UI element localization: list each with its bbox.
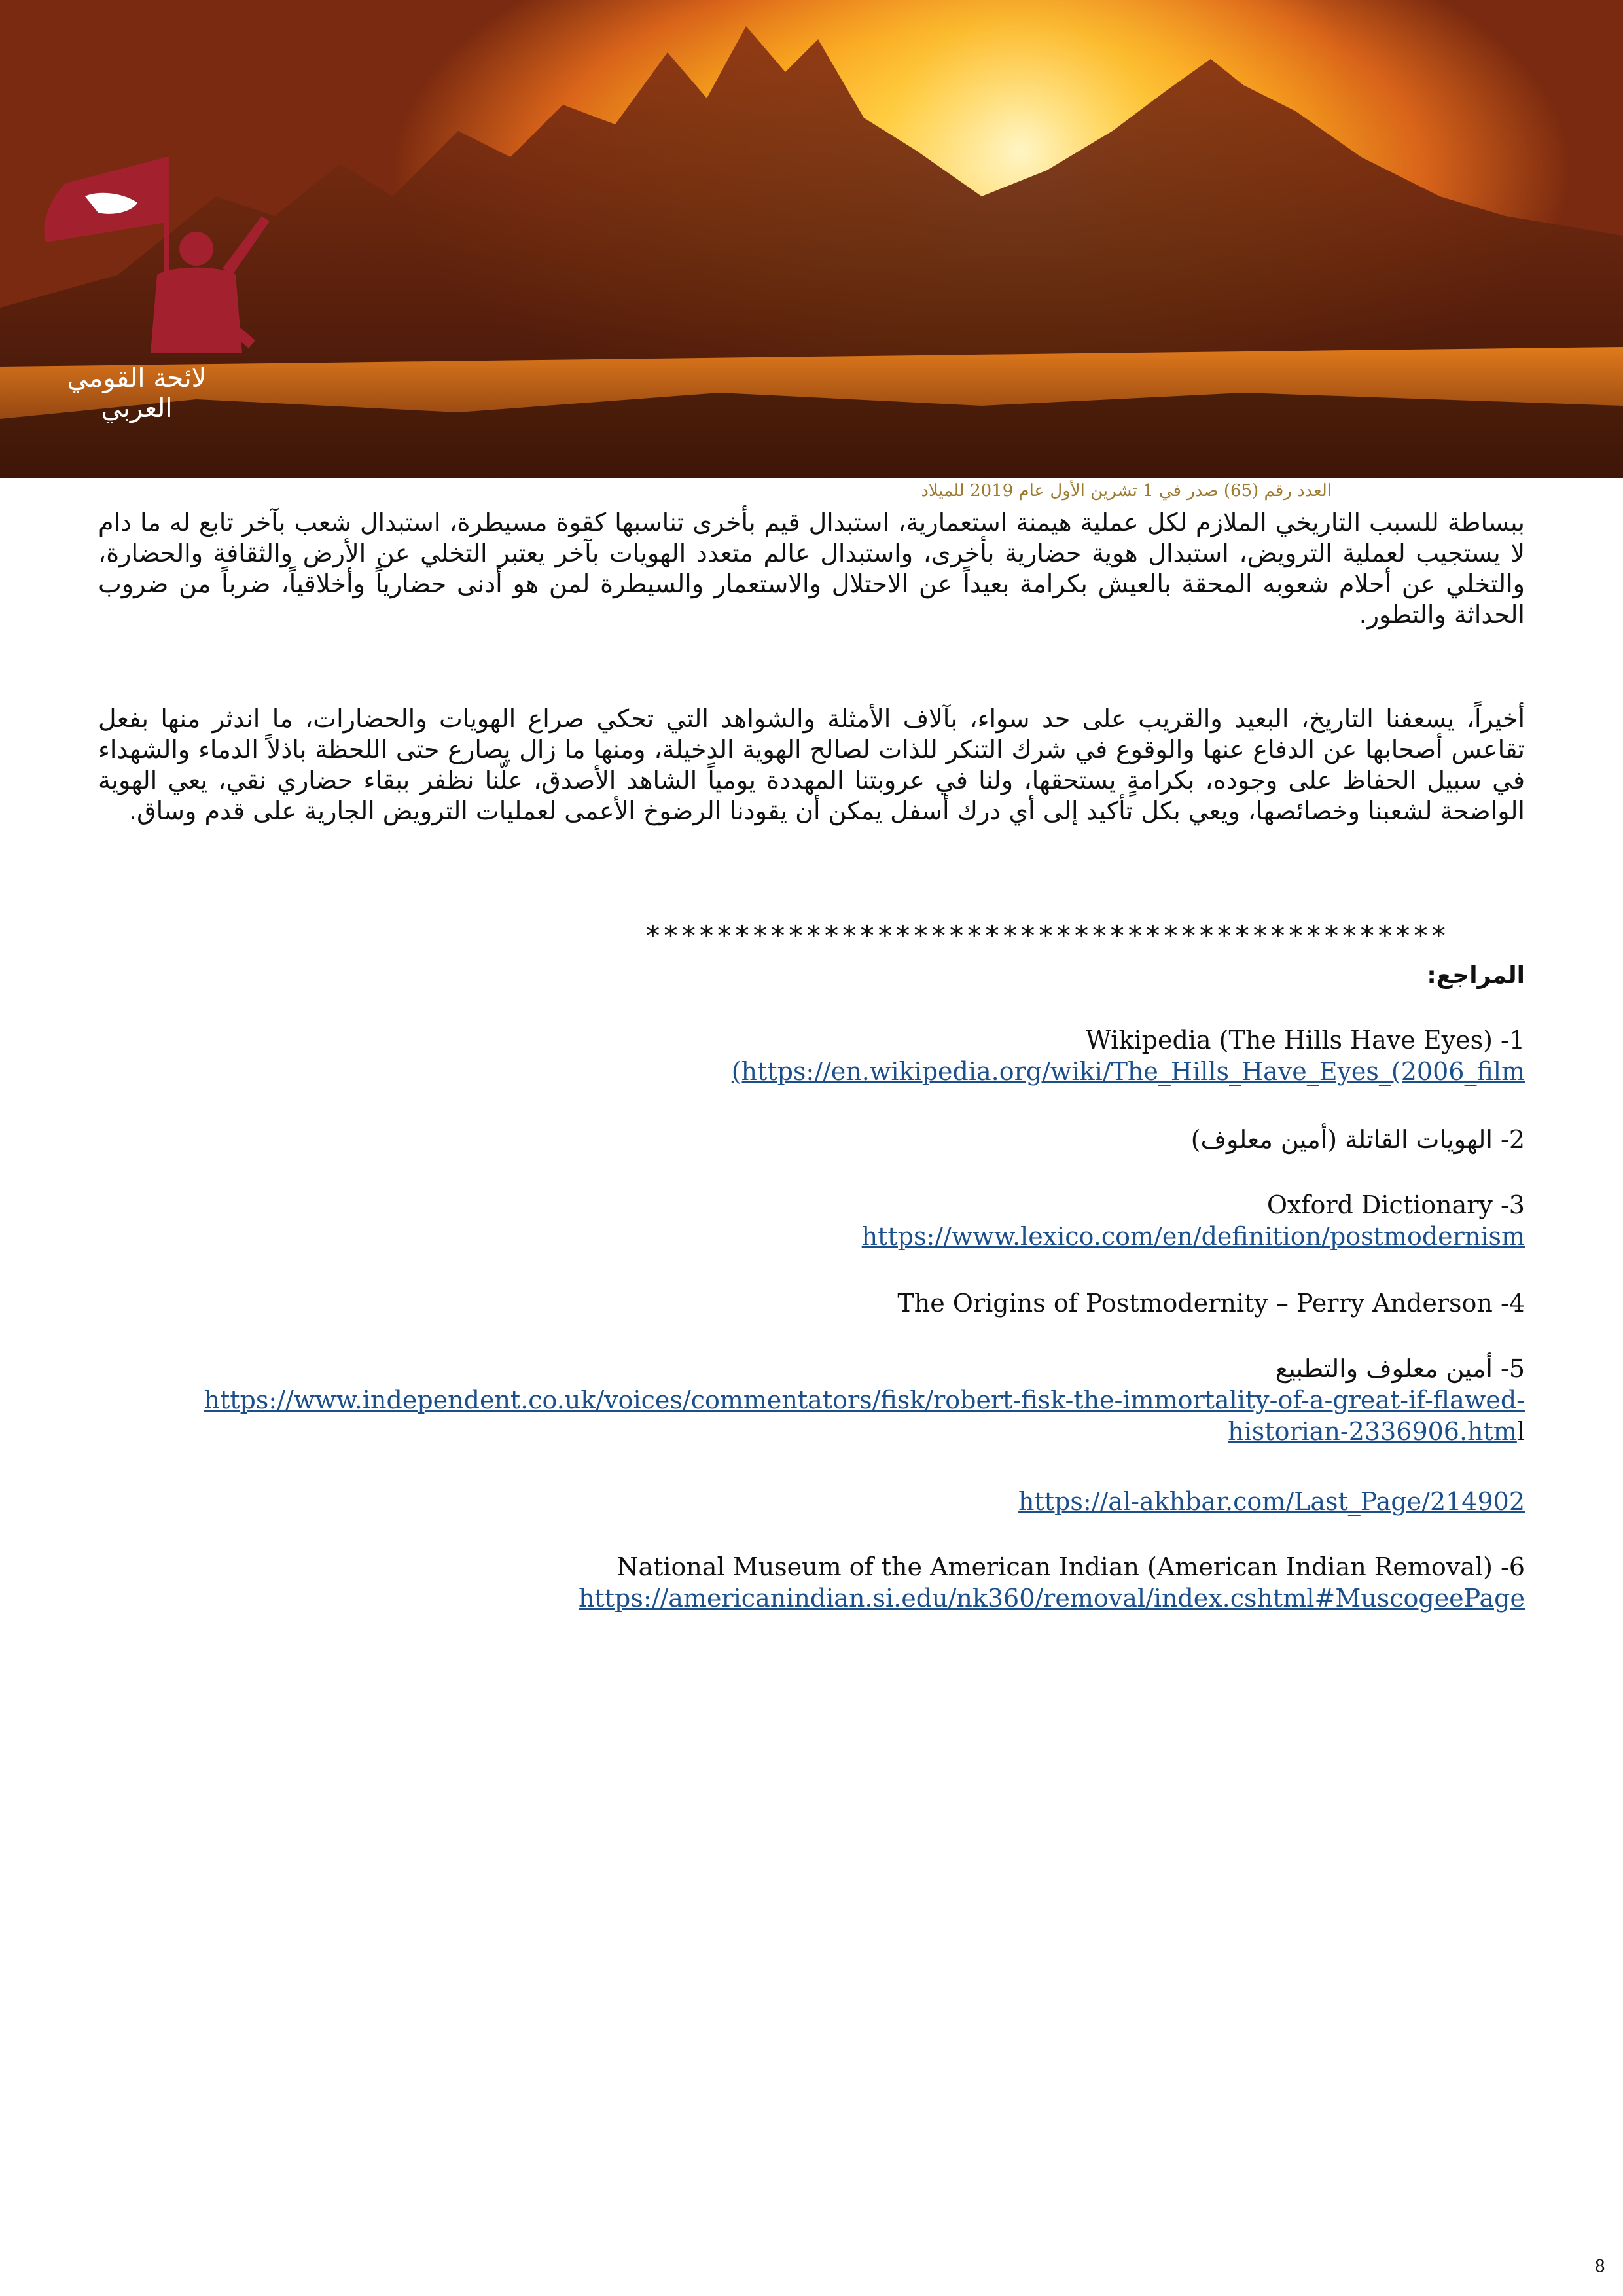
reference-link[interactable]: https://www.independent.co.uk/voices/commentators/fisk/robert-fisk-the-immortality-of-a-great-if-flawed- [204, 1386, 1525, 1414]
reference-4 [98, 1287, 1525, 1319]
page-number: 8 [1594, 2257, 1605, 2276]
reference-2 [98, 1124, 1525, 1155]
references-title: المراجع: [1427, 962, 1525, 989]
reference-text: Wikipedia (The Hills Have Eyes) -1 [1085, 1026, 1525, 1054]
paragraph-2: أخيراً، يسعفنا التاريخ، البعيد والقريب على حد سواء، بآلاف الأمثلة والشواهد التي تحكي صراع الهويات والحضارات، ما اندثر منها بفعل تقاعس أصحابها عن الدفاع عنها والوقوع في شرك التنكر للذات لصالح الهوية الدخيلة، ومنها ما زال يصارع حتى اللحظة باذلاً الدماء والشهداء في سبيل الحفاظ على وجوده، بكرامةٍ يستحقها، ولنا في عروبتنا المهددة يومياً الشاهد الأصدق، علّنا نظفر ببقاء حضاري نقي، يعي الهوية الواضحة لشعبنا وخصائصها، ويعي بكل تأكيد إلى أي درك أسفل يمكن أن يقودنا الرضوخ الأعمى لعمليات الترويض الجارية على قدم وساق. [98, 704, 1525, 825]
reference-1 [98, 1024, 1525, 1087]
reference-link-continued[interactable]: historian-2336906.htm [1228, 1417, 1517, 1446]
reference-link[interactable]: https://www.lexico.com/en/definition/postmodernism [861, 1222, 1525, 1251]
reference-6 [98, 1551, 1525, 1614]
reference-text: Oxford Dictionary -3 [1266, 1191, 1525, 1219]
reference-5b [98, 1486, 1525, 1517]
reference-text: The Origins of Postmodernity – Perry Anderson -4 [897, 1289, 1525, 1318]
paragraph-1: ببساطة للسبب التاريخي الملازم لكل عملية هيمنة استعمارية، استبدال قيم بأخرى تناسبها كقوة مسيطرة، استبدال شعب بآخر تابع له ما دام لا يستجيب لعملية الترويض، استبدال هوية حضارية بأخرى، واستبدال عالم متعدد الهويات بآخر يعتبر التخلي عن الأرض والثقافة والحضارة، والتخلي عن أحلام شعوبه المحقة بالعيش بكرامة بعيداً عن الاحتلال والاستعمار والسيطرة لمن هو أدنى حضارياً وأخلاقياً، ضرباً من ضروب الحداثة والتطور. [98, 508, 1525, 629]
logo-text: لائحة القومي العربي [67, 363, 207, 423]
reference-link[interactable]: https://al-akhbar.com/Last_Page/214902 [1018, 1487, 1525, 1516]
reference-link-suffix: l [1516, 1417, 1525, 1446]
issue-line: العدد رقم (65) صدر في 1 تشرين الأول عام 2019 للميلاد [921, 481, 1332, 501]
reference-link[interactable]: https://americanindian.si.edu/nk360/removal/index.cshtml#MuscogeePage [579, 1584, 1525, 1613]
header-banner [0, 0, 1623, 478]
reference-5 [98, 1353, 1525, 1447]
reference-link[interactable]: (https://en.wikipedia.org/wiki/The_Hills_Have_Eyes_(2006_film [731, 1057, 1525, 1086]
reference-text: 2- الهويات القاتلة (أمين معلوف) [1190, 1125, 1525, 1154]
reference-text: 5- أمين معلوف والتطبيع [1275, 1354, 1525, 1383]
reference-text: National Museum of the American Indian (American Indian Removal) -6 [616, 1552, 1525, 1581]
separator: ********************************************* [645, 920, 1448, 952]
reference-3 [98, 1189, 1525, 1252]
